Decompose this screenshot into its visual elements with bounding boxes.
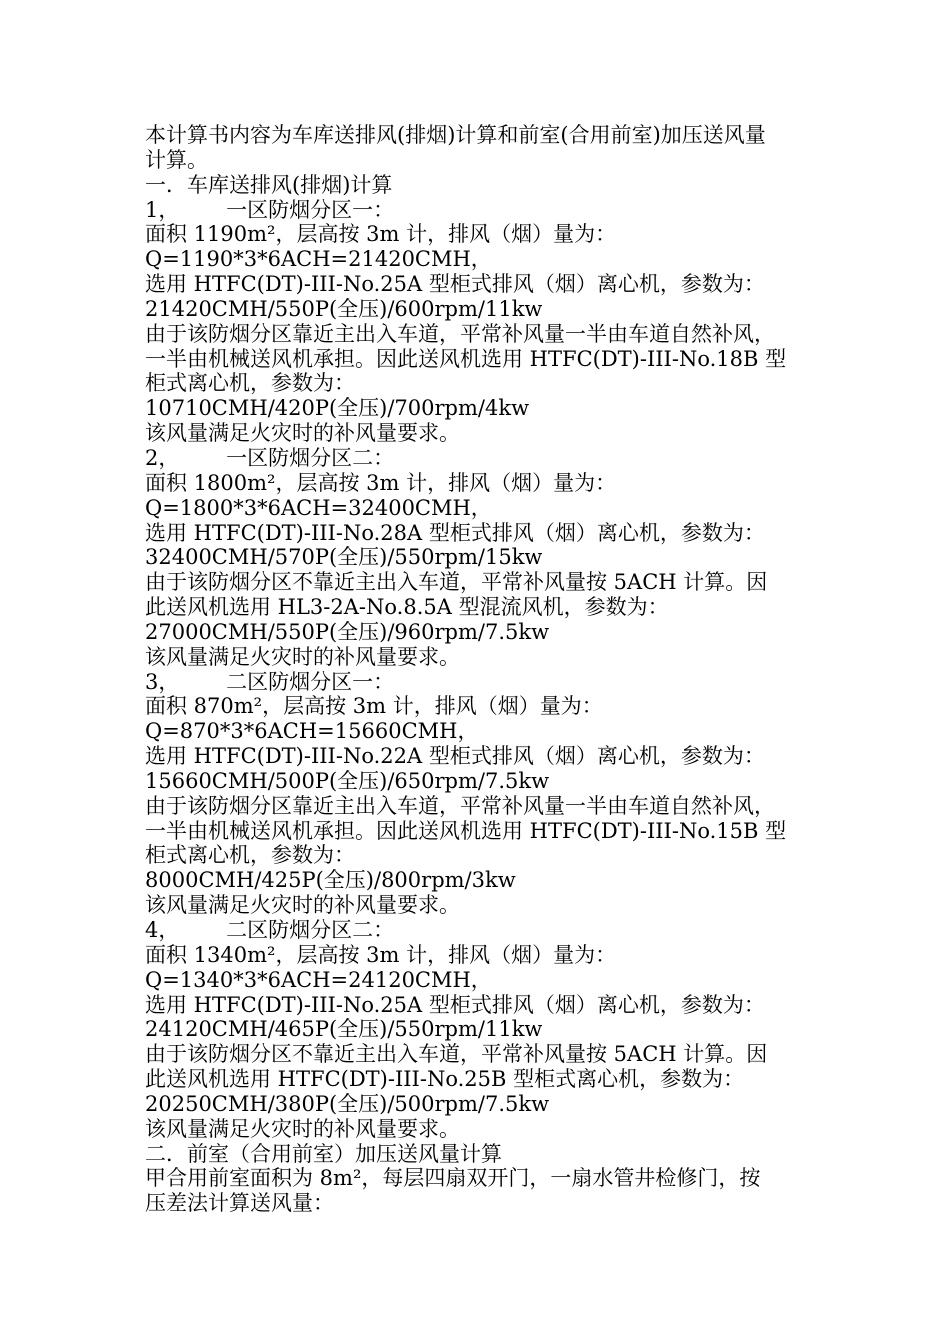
item-heading-4: 4， 二区防烟分区二： xyxy=(145,918,395,942)
text-line: 面积 870m²，层高按 3m 计，排风（烟）量为： xyxy=(145,694,603,719)
spec-line: 24120CMH/465P(全压)/550rpm/11kw xyxy=(145,1017,543,1042)
spec-line: 15660CMH/500P(全压)/650rpm/7.5kw xyxy=(145,768,550,793)
formula-line: Q=1190*3*6ACH=21420CMH， xyxy=(145,247,492,272)
text-line: 由于该防烟分区靠近主出入车道，平常补风量一半由车道自然补风， xyxy=(145,793,775,818)
text-line: 该风量满足火灾时的补风量要求。 xyxy=(145,421,460,446)
text-line: 柜式离心机，参数为： xyxy=(145,371,355,396)
text-line: 由于该防烟分区靠近主出入车道，平常补风量一半由车道自然补风， xyxy=(145,321,775,346)
spec-line: 10710CMH/420P(全压)/700rpm/4kw xyxy=(145,396,530,421)
text-line: 一半由机械送风机承担。因此送风机选用 HTFC(DT)-III-No.18B 型 xyxy=(145,346,787,371)
document-body xyxy=(145,123,825,1216)
spec-line: 32400CMH/570P(全压)/550rpm/15kw xyxy=(145,545,543,570)
text-line: 该风量满足火灾时的补风量要求。 xyxy=(145,644,460,669)
text-line: 选用 HTFC(DT)-III-No.25A 型柜式排风（烟）离心机，参数为： xyxy=(145,272,765,297)
formula-line: Q=1340*3*6ACH=24120CMH， xyxy=(145,967,492,992)
item-heading-1: 1， 一区防烟分区一： xyxy=(145,197,395,222)
text-line: 此送风机选用 HL3-2A-No.8.5A 型混流风机，参数为： xyxy=(145,595,669,620)
spec-line: 21420CMH/550P(全压)/600rpm/11kw xyxy=(145,296,543,321)
formula-line: Q=1800*3*6ACH=32400CMH， xyxy=(145,495,492,520)
text-line: 选用 HTFC(DT)-III-No.25A 型柜式排风（烟）离心机，参数为： xyxy=(145,992,765,1017)
text-line: 面积 1340m²，层高按 3m 计，排风（烟）量为： xyxy=(145,942,617,967)
item-heading-3: 3， 二区防烟分区一： xyxy=(145,669,395,694)
text-line: 压差法计算送风量： xyxy=(145,1191,334,1216)
text-line: 该风量满足火灾时的补风量要求。 xyxy=(145,893,460,918)
section-heading-1: 一．车库送排风(排烟)计算 xyxy=(145,172,393,197)
item-heading-2: 2， 一区防烟分区二： xyxy=(145,445,395,470)
text-line: 面积 1190m²，层高按 3m 计，排风（烟）量为： xyxy=(145,222,617,247)
text-line: 选用 HTFC(DT)-III-No.22A 型柜式排风（烟）离心机，参数为： xyxy=(145,744,765,769)
text-line: 一半由机械送风机承担。因此送风机选用 HTFC(DT)-III-No.15B 型 xyxy=(145,818,787,843)
spec-line: 27000CMH/550P(全压)/960rpm/7.5kw xyxy=(145,619,550,644)
text-line: 由于该防烟分区不靠近主出入车道，平常补风量按 5ACH 计算。因 xyxy=(145,1042,768,1067)
text-line: 选用 HTFC(DT)-III-No.28A 型柜式排风（烟）离心机，参数为： xyxy=(145,520,765,545)
formula-line: Q=870*3*6ACH=15660CMH， xyxy=(145,719,479,744)
text-line: 柜式离心机，参数为： xyxy=(145,843,355,868)
intro-line-1: 本计算书内容为车库送排风(排烟)计算和前室(合用前室)加压送风量 xyxy=(145,123,766,147)
spec-line: 20250CMH/380P(全压)/500rpm/7.5kw xyxy=(145,1091,550,1116)
spec-line: 8000CMH/425P(全压)/800rpm/3kw xyxy=(145,868,516,893)
text-line: 由于该防烟分区不靠近主出入车道，平常补风量按 5ACH 计算。因 xyxy=(145,570,768,595)
section-heading-2: 二．前室（合用前室）加压送风量计算 xyxy=(145,1141,502,1166)
text-line: 面积 1800m²，层高按 3m 计，排风（烟）量为： xyxy=(145,470,617,495)
text-line: 甲合用前室面积为 8m²，每层四扇双开门，一扇水管井检修门，按 xyxy=(145,1166,761,1191)
intro-line-2: 计算。 xyxy=(145,147,208,172)
text-line: 此送风机选用 HTFC(DT)-III-No.25B 型柜式离心机，参数为： xyxy=(145,1067,745,1092)
text-line: 该风量满足火灾时的补风量要求。 xyxy=(145,1116,460,1141)
